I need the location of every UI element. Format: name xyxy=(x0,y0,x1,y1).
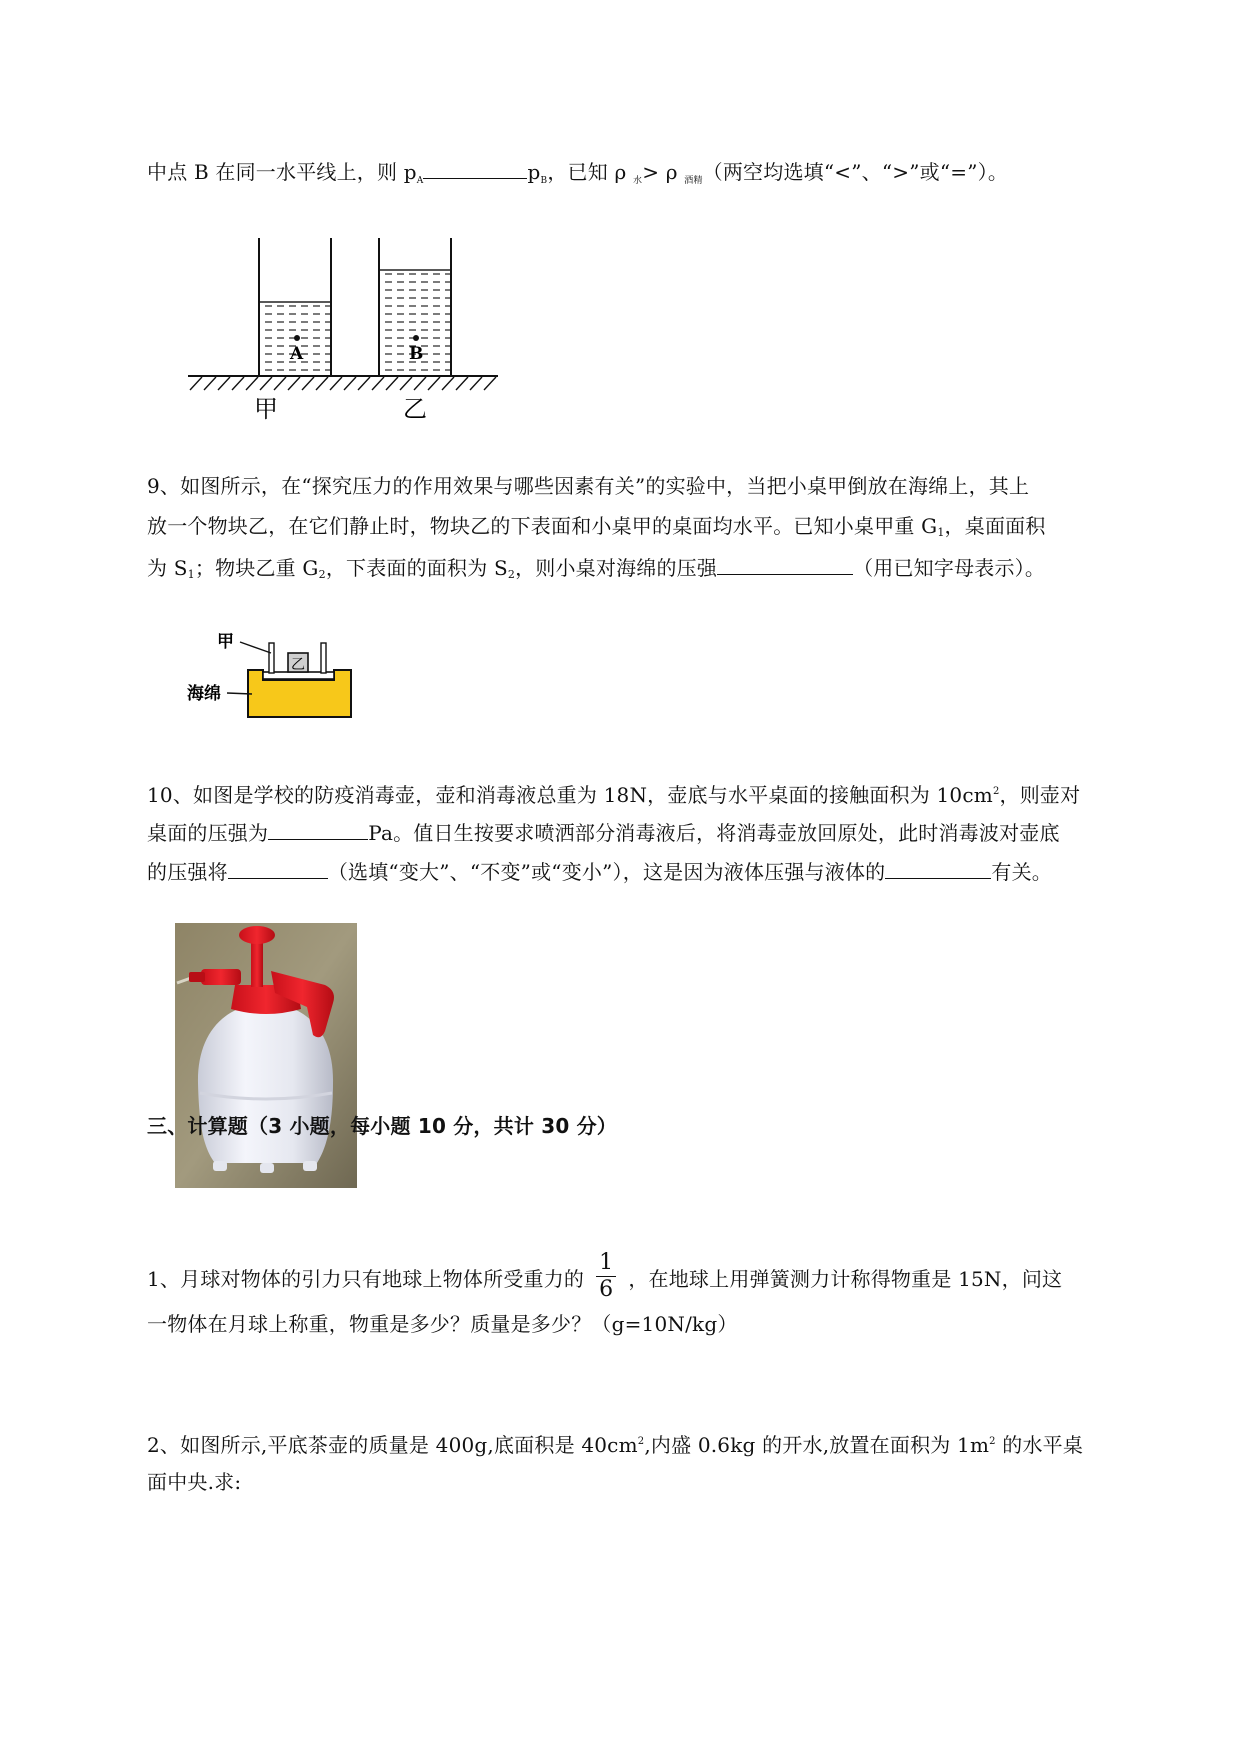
q9-text: ，下表面的面积为 S xyxy=(325,556,508,580)
q9-line-3 xyxy=(147,552,1045,589)
c2-text: 2、如图所示,平底茶壶的质量是 400g,底面积是 40cm xyxy=(147,1433,638,1457)
sub-alcohol: 酒精 xyxy=(684,176,703,186)
q10-text: 有关。 xyxy=(991,860,1052,884)
c2-line-2: 面中央.求: xyxy=(147,1470,242,1494)
sub-a: A xyxy=(416,176,424,186)
c1-line-1 xyxy=(147,1250,1063,1307)
subscript: 1 xyxy=(187,568,195,581)
c2-text: 的水平桌 xyxy=(995,1433,1084,1457)
q8-text: ，已知 ρ xyxy=(547,160,634,184)
q10-line-3 xyxy=(147,856,1052,886)
fraction-numerator: 1 xyxy=(596,1250,616,1277)
point-a-label: A xyxy=(290,344,304,364)
q8-text: （两空均选填“<”、“>”或“=”）。 xyxy=(702,160,1009,184)
label-block: 乙 xyxy=(291,657,305,673)
q9-text: （用已知字母表示）。 xyxy=(853,556,1046,580)
q10-text: 的压强将 xyxy=(147,860,228,884)
q9-text: ；物块乙重 G xyxy=(194,556,319,580)
label-table: 甲 xyxy=(217,632,234,652)
q10-line-1 xyxy=(147,778,1080,809)
figure-containers xyxy=(180,230,520,430)
figure-sponge xyxy=(185,628,365,723)
q8-text: p xyxy=(527,160,541,184)
spray-bottle-photo xyxy=(175,923,357,1188)
q9-line-1: 9、如图所示，在“探究压力的作用效果与哪些因素有关”的实验中，当把小桌甲倒放在海绵上，其上 xyxy=(147,474,1030,498)
point-b-label: B xyxy=(409,344,424,364)
label-yi: 乙 xyxy=(403,395,427,423)
answer-blank[interactable] xyxy=(717,552,853,575)
superscript: 2 xyxy=(989,1436,996,1447)
q8-text: > ρ xyxy=(642,160,685,184)
answer-blank[interactable] xyxy=(228,856,328,879)
c1-text: 1、月球对物体的引力只有地球上物体所受重力的 xyxy=(147,1267,585,1291)
superscript: 2 xyxy=(637,1436,645,1447)
answer-blank[interactable] xyxy=(268,817,368,840)
subscript: 1 xyxy=(937,526,945,539)
q9-text: ，桌面面积 xyxy=(944,514,1046,538)
q9-text: 为 S xyxy=(147,556,188,580)
subscript: 2 xyxy=(507,568,516,581)
c1-line-2: 一物体在月球上称重，物重是多少？质量是多少？（g=10N/kg） xyxy=(147,1312,738,1336)
q9-text: 放一个物块乙，在它们静止时，物块乙的下表面和小桌甲的桌面均水平。已知小桌甲重 G xyxy=(147,514,938,538)
fraction-denominator: 6 xyxy=(599,1277,614,1302)
q9-line-2 xyxy=(147,512,1046,547)
sub-water: 水 xyxy=(633,176,643,186)
subscript: 2 xyxy=(318,568,326,581)
q8-tail-line xyxy=(147,156,1008,195)
q10-text: ，则壶对 xyxy=(999,783,1081,807)
label-jia: 甲 xyxy=(254,395,278,423)
q10-text: 10、如图是学校的防疫消毒壶，壶和消毒液总重为 18N，壶底与水平桌面的接触面积为 10cm xyxy=(147,783,993,807)
superscript: 2 xyxy=(992,786,1000,797)
c2-line-1 xyxy=(147,1428,1083,1459)
c2-text: ,内盛 0.6kg 的开水,放置在面积为 1m xyxy=(644,1433,990,1457)
q10-text: （选填“变大”、“不变”或“变小”），这是因为液体压强与液体的 xyxy=(327,860,886,884)
sub-b: B xyxy=(540,176,548,186)
label-sponge: 海绵 xyxy=(187,684,221,704)
ground-hatching xyxy=(190,377,496,390)
section-heading: 三、计算题（3 小题，每小题 10 分，共计 30 分） xyxy=(147,1114,617,1138)
q8-text: 中点 B 在同一水平线上，则 p xyxy=(147,160,417,184)
c1-text: ，在地球上用弹簧测力计称得物重是 15N，问这 xyxy=(628,1267,1063,1291)
answer-blank[interactable] xyxy=(885,856,991,879)
q10-line-2 xyxy=(147,817,1060,847)
q10-text: Pa。值日生按要求喷洒部分消毒液后，将消毒壶放回原处，此时消毒波对壶底 xyxy=(368,821,1060,845)
q9-text: ，则小桌对海绵的压强 xyxy=(515,556,718,580)
answer-blank[interactable] xyxy=(423,156,527,179)
fraction-one-sixth xyxy=(596,1250,616,1303)
q10-text: 桌面的压强为 xyxy=(147,821,269,845)
